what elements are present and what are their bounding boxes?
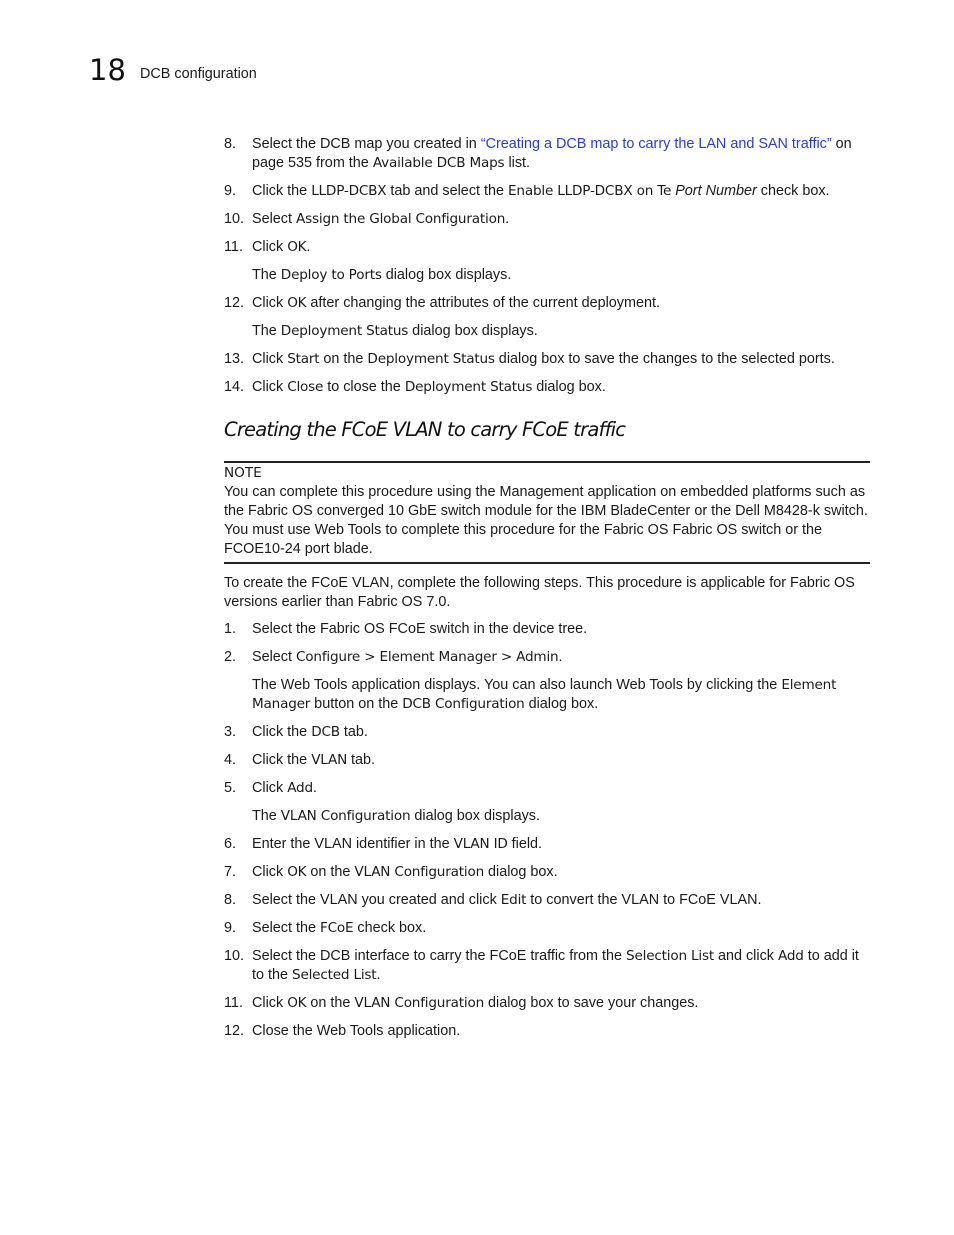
step-number: 12. (224, 295, 245, 311)
step-result-text (252, 266, 872, 285)
ui-term: Deployment Status (367, 351, 495, 367)
text-run: Close the Web Tools application. (252, 1023, 461, 1039)
text-run: dialog box. (524, 696, 599, 712)
text-run: Select the Fabric OS FCoE switch in the device tree. (252, 621, 588, 637)
text-run: The (252, 323, 281, 339)
ui-term: OK (287, 239, 307, 255)
step-number: 8. (224, 136, 237, 152)
step-text (252, 350, 870, 369)
step-number: 11. (224, 995, 243, 1011)
note-text: You can complete this procedure using the Management application on embedded platforms such as the Fabric OS converged 10 GbE switch module for the IBM BladeCenter or the Dell M8428-k switch. You must use Web Tools to complete this procedure for the Fabric OS Fabric OS switch or the FCOE10-24 port blade. (224, 484, 868, 557)
text-run: Click the (252, 183, 312, 199)
text-run: Select (252, 211, 296, 227)
step-result-text (252, 676, 872, 714)
text-run: on the (319, 351, 368, 367)
step-text (252, 294, 870, 313)
ui-term: OK (287, 864, 307, 880)
ui-term: LLDP-DCBX (311, 183, 387, 199)
ui-term: Add (777, 948, 804, 964)
step-number: 13. (224, 351, 245, 367)
text-run: Select the VLAN you created and click (252, 892, 501, 908)
ui-term: VLAN Configuration (354, 864, 484, 880)
text-run: Select (252, 649, 296, 665)
step-result-text (252, 322, 872, 341)
step-number: 10. (224, 948, 245, 964)
text-run: dialog box. (484, 864, 558, 880)
step-text (252, 135, 870, 173)
text-run: to close the (323, 379, 405, 395)
text-run: dialog box displays. (381, 267, 512, 283)
text-run: dialog box displays. (408, 323, 538, 339)
text-run: . (376, 967, 381, 983)
step-text (252, 779, 870, 798)
step-number: 1. (224, 621, 237, 637)
text-run: and click (713, 948, 778, 964)
ui-term: Deployment Status (280, 323, 409, 339)
section-heading: Creating the FCoE VLAN to carry FCoE traffic (224, 418, 626, 441)
text-run: on the (306, 995, 355, 1011)
text-run: The Web Tools application displays. You can also launch Web Tools by clicking the (252, 677, 782, 693)
ui-term: FCoE (320, 920, 354, 936)
note-top-rule (224, 461, 870, 463)
step-number: 6. (224, 836, 237, 852)
note-bottom-rule (224, 562, 870, 564)
ui-term: Selection List (626, 948, 714, 964)
text-run: . (312, 780, 317, 796)
ui-term: DCB Configuration (402, 696, 525, 712)
text-run: tab. (347, 752, 376, 768)
text-run: Click (252, 295, 288, 311)
text-run: Click (252, 864, 288, 880)
step-text (252, 891, 870, 910)
text-run: list. (504, 155, 531, 171)
ui-term: OK (287, 995, 307, 1011)
cross-reference-link[interactable]: “Creating a DCB map to carry the LAN and SAN traffic” (480, 136, 832, 152)
ui-term: OK (287, 295, 307, 311)
chapter-number: 18 (89, 53, 126, 87)
ui-term: Element Manager (252, 677, 837, 712)
ui-term: Deployment Status (404, 379, 533, 395)
text-run: The (252, 808, 281, 824)
ui-term: Close (287, 379, 324, 395)
step-text (252, 210, 870, 229)
step-number: 3. (224, 724, 237, 740)
step-text (252, 994, 870, 1013)
text-run: on the (306, 864, 355, 880)
ui-term: VLAN Configuration (280, 808, 411, 824)
text-run: on page 535 from the (252, 136, 852, 171)
text-run: button on the (310, 696, 403, 712)
text-run: check box. (756, 183, 830, 199)
ui-term: Available DCB Maps (372, 155, 505, 171)
text-run: to convert the VLAN to FCoE VLAN. (526, 892, 762, 908)
text-run: . (306, 239, 311, 255)
text-run: Click the (252, 724, 312, 740)
step-number: 7. (224, 864, 237, 880)
text-run: Select the DCB interface to carry the FCoE traffic from the (252, 948, 627, 964)
step-number: 9. (224, 920, 237, 936)
text-run: Click (252, 239, 288, 255)
note-label: NOTE (224, 465, 262, 481)
step-number: 11. (224, 239, 243, 255)
step-text (252, 863, 870, 882)
text-run: dialog box to save your changes. (484, 995, 699, 1011)
step-number: 9. (224, 183, 237, 199)
step-result-text (252, 807, 872, 826)
text-run: Enter the VLAN identifier in the (252, 836, 454, 852)
step-number: 10. (224, 211, 245, 227)
step-text (252, 723, 870, 742)
text-run: Select the (252, 920, 320, 936)
step-number: 14. (224, 379, 245, 395)
text-run: Click the (252, 752, 312, 768)
ui-term: Start (287, 351, 320, 367)
step-text (252, 919, 870, 938)
text-run: The (252, 267, 281, 283)
ui-term: VLAN Configuration (354, 995, 484, 1011)
text-run: field. (507, 836, 543, 852)
ui-term: Deploy to Ports (280, 267, 382, 283)
step-text (252, 378, 870, 397)
text-run: dialog box displays. (410, 808, 540, 824)
ui-term: Configure > Element Manager > Admin (296, 649, 559, 665)
step-number: 2. (224, 649, 237, 665)
ui-term: Selected List (292, 967, 377, 983)
step-text (252, 238, 870, 257)
step-number: 8. (224, 892, 237, 908)
step-number: 5. (224, 780, 237, 796)
step-text (252, 648, 870, 667)
text-run: Select the DCB map you created in (252, 136, 481, 152)
ui-term: VLAN (311, 752, 348, 768)
text-run: after changing the attributes of the current deployment. (306, 295, 660, 311)
text-run: dialog box. (532, 379, 606, 395)
text-run: check box. (353, 920, 427, 936)
ui-term: VLAN ID (453, 836, 508, 852)
step-text (252, 1022, 870, 1041)
text-run: dialog box to save the changes to the selected ports. (494, 351, 835, 367)
step-text (252, 620, 870, 639)
ui-term: Edit (500, 892, 527, 908)
text-run: to add it to the (252, 948, 859, 983)
step-text (252, 751, 870, 770)
ui-term: Add (287, 780, 313, 796)
ui-term: DCB (311, 724, 340, 740)
text-run: Click (252, 351, 288, 367)
step-number: 12. (224, 1023, 245, 1039)
variable-term: Port Number (675, 183, 757, 199)
step-number: 4. (224, 752, 237, 768)
text-run: tab and select the (386, 183, 509, 199)
step-text (252, 947, 870, 985)
ui-term: Enable LLDP-DCBX on Te (508, 183, 672, 199)
text-run: . (558, 649, 563, 665)
text-run: . (505, 211, 510, 227)
chapter-title: DCB configuration (140, 66, 257, 82)
text-run: Click (252, 379, 288, 395)
text-run: Click (252, 780, 288, 796)
intro-paragraph: To create the FCoE VLAN, complete the following steps. This procedure is applicable for Fabric OS versions earlier than Fabric OS 7.0. (224, 575, 855, 610)
text-run: tab. (339, 724, 368, 740)
step-text (252, 182, 870, 201)
step-text (252, 835, 870, 854)
text-run: Click (252, 995, 288, 1011)
ui-term: Assign the Global Configuration (296, 211, 506, 227)
